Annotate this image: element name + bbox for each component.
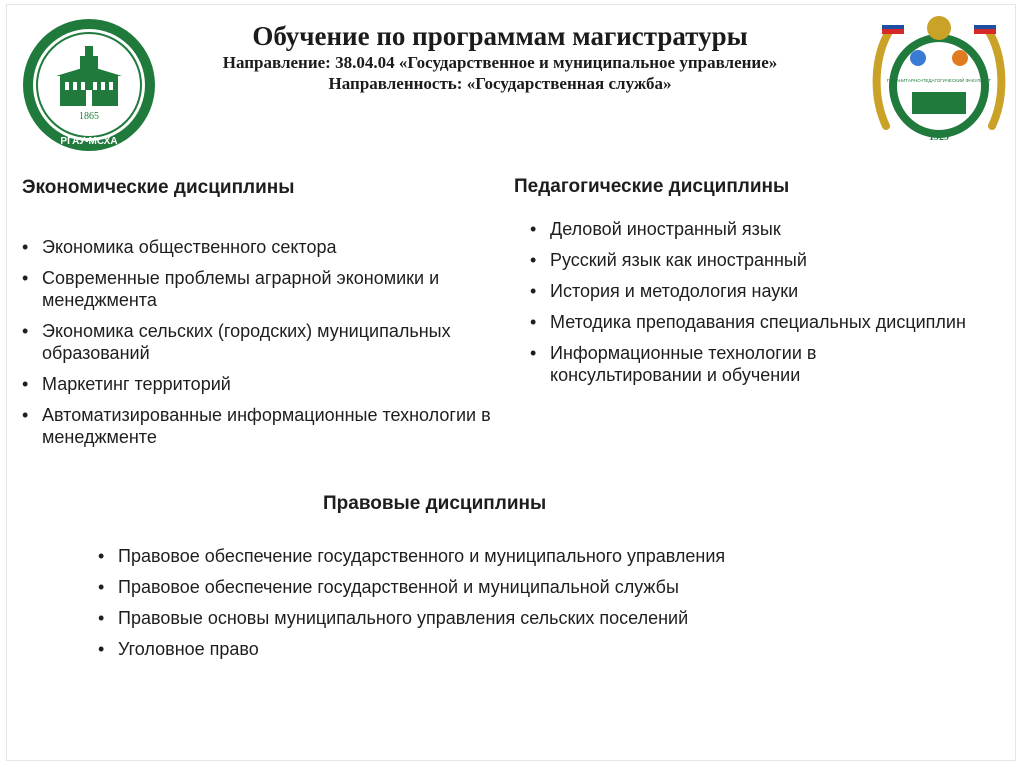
economic-list <box>20 236 510 457</box>
list-item: • Информационные технологии в консультировании и обучении <box>528 342 968 386</box>
list-item: • История и методология науки <box>528 280 968 302</box>
list-item: • Правовые основы муниципального управления сельских поселений <box>96 607 896 629</box>
list-item: • Экономика сельских (городских) муниципальных образований <box>20 320 510 364</box>
svg-text:ГУМАНИТАРНО-ПЕДАГОГИЧЕСКИЙ ФАК: ГУМАНИТАРНО-ПЕДАГОГИЧЕСКИЙ ФАКУЛЬТЕТ <box>886 78 992 83</box>
svg-text:РГАУ-МСХА: РГАУ-МСХА <box>60 136 118 147</box>
direction-line: Направление: 38.04.04 «Государственное и муниципальное управление» <box>222 53 778 72</box>
header <box>160 20 840 94</box>
svg-text:1929: 1929 <box>929 132 949 143</box>
focus-line: Направленность: «Государственная служба» <box>328 74 672 93</box>
list-item: • Правовое обеспечение государственной и муниципальной службы <box>96 576 896 598</box>
economic-heading: Экономические дисциплины <box>22 177 295 198</box>
list-item: • Уголовное право <box>96 638 896 660</box>
list-item: • Деловой иностранный язык <box>528 218 968 240</box>
list-item: • Методика преподавания специальных дисциплин <box>528 311 968 333</box>
list-item: • Маркетинг территорий <box>20 373 510 395</box>
list-item: • Автоматизированные информационные технологии в менеджменте <box>20 404 510 448</box>
faculty-emblem-logo <box>868 6 1010 152</box>
page-title: Обучение по программам магистратуры <box>252 21 748 51</box>
legal-heading: Правовые дисциплины <box>323 493 547 514</box>
svg-text:1865: 1865 <box>79 111 99 122</box>
pedagogical-heading: Педагогические дисциплины <box>514 176 790 197</box>
list-item: • Современные проблемы аграрной экономики и менеджмента <box>20 267 510 311</box>
list-item: • Правовое обеспечение государственного и муниципального управления <box>96 545 896 567</box>
rgau-msha-logo <box>20 16 158 154</box>
list-item: • Экономика общественного сектора <box>20 236 510 258</box>
legal-list <box>96 545 896 669</box>
pedagogical-list <box>528 218 968 395</box>
list-item: • Русский язык как иностранный <box>528 249 968 271</box>
